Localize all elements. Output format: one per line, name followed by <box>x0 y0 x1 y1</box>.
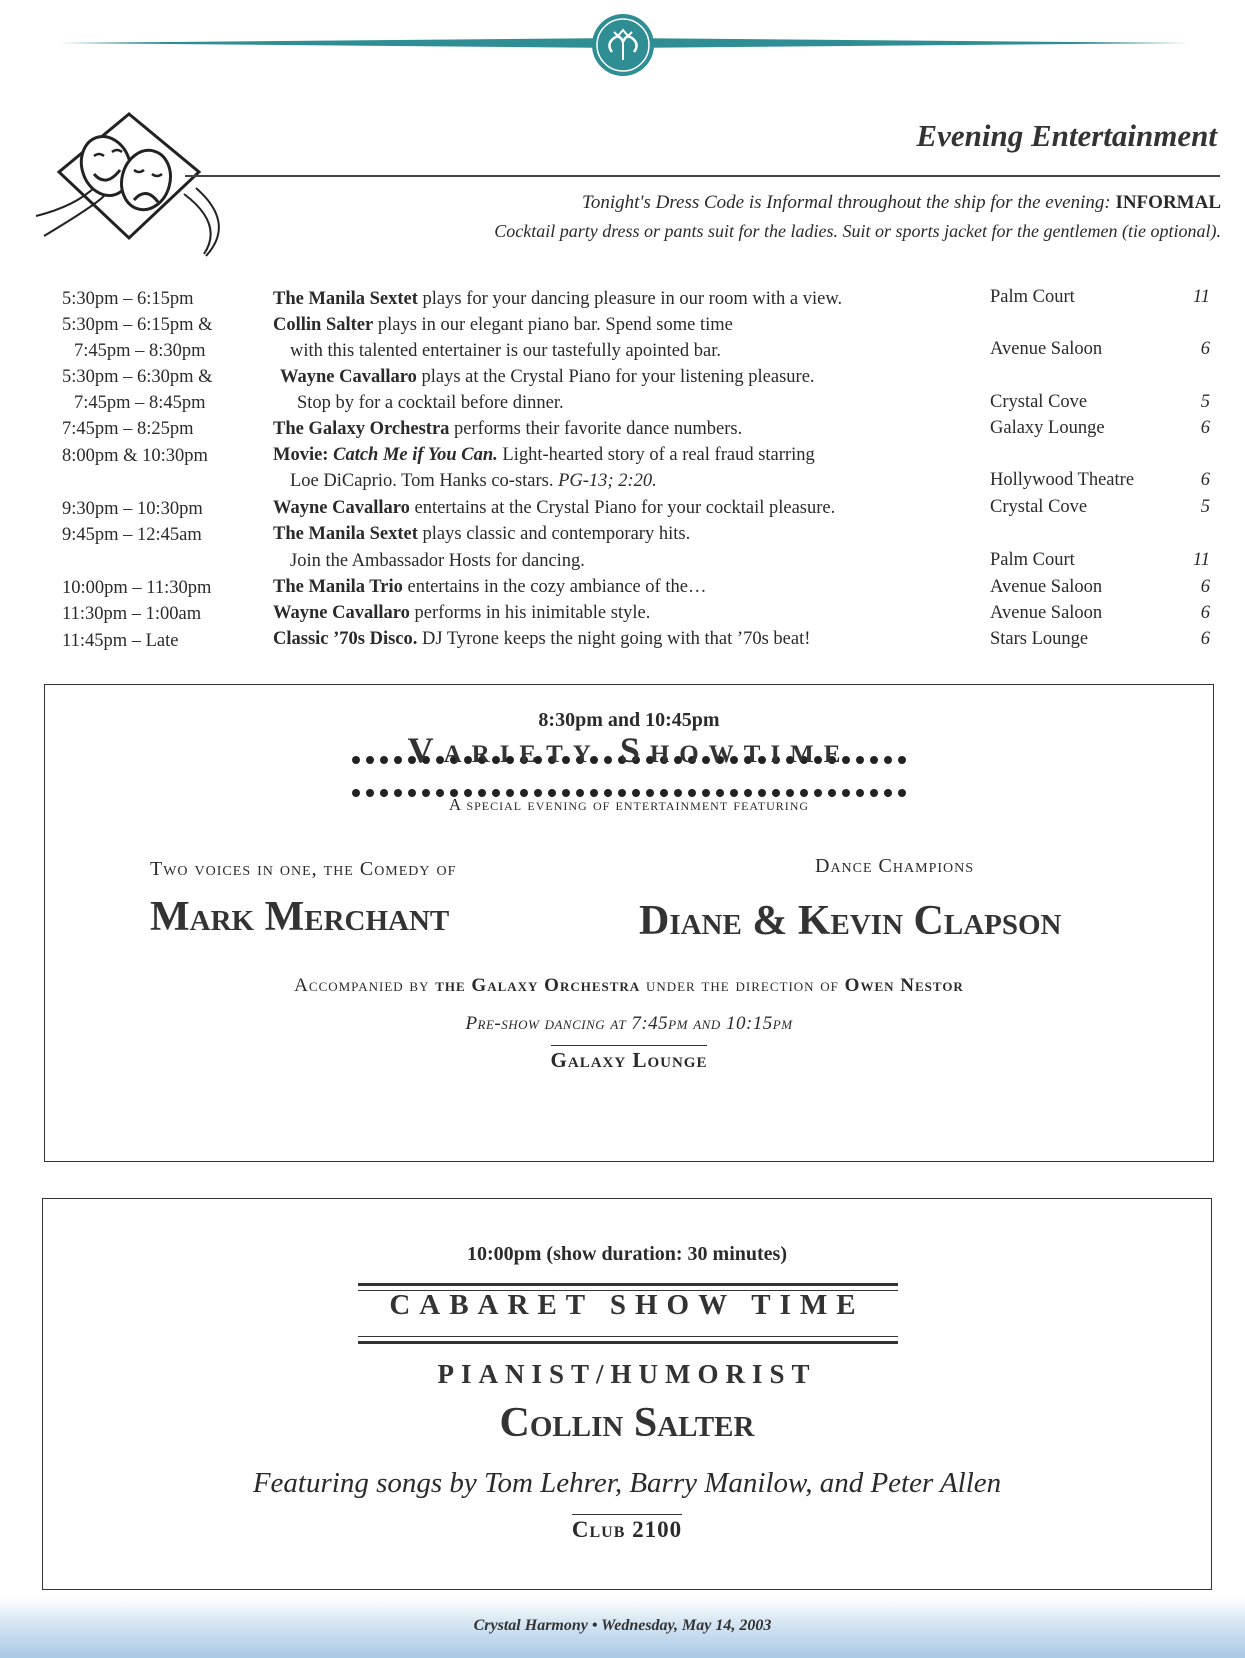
schedule-deck: 6 <box>1200 470 1210 490</box>
cabaret-rule-bottom <box>358 1336 898 1344</box>
schedule-venue: Galaxy Lounge <box>990 418 1105 438</box>
dress-code-prefix: Tonight's Dress Code is Informal throughout the ship for the evening: <box>582 192 1111 213</box>
act-one-intro: Two voices in one, the Comedy of <box>150 858 457 880</box>
schedule-description-cont: with this talented entertainer is our tastefully apointed bar. <box>290 341 722 361</box>
schedule-description-cont: Stop by for a cocktail before dinner. <box>297 393 564 413</box>
accomp-prefix: Accompanied by <box>294 975 436 996</box>
preshow-dancing-note: Pre-show dancing at 7:45pm and 10:15pm <box>465 1013 793 1034</box>
schedule-description <box>273 497 835 519</box>
schedule-deck: 6 <box>1200 418 1210 438</box>
performer-name: The Manila Trio <box>273 577 403 597</box>
performer-name: Movie: <box>273 445 329 465</box>
schedule-time: 9:45pm – 12:45am <box>62 525 202 545</box>
schedule-venue: Hollywood Theatre <box>990 470 1135 490</box>
description-text: plays in our elegant piano bar. Spend some time <box>373 315 733 335</box>
movie-rating: PG-13; 2:20. <box>558 471 657 491</box>
director-name: Owen Nestor <box>844 975 964 996</box>
cabaret-venue <box>43 1517 1211 1543</box>
schedule-time: 5:30pm – 6:30pm & <box>62 367 213 387</box>
variety-show-subtitle: A special evening of entertainment featuring <box>448 795 810 814</box>
description-text: performs in his inimitable style. <box>409 603 651 623</box>
movie-title: Catch Me if You Can. <box>333 445 498 465</box>
schedule-time: 5:30pm – 6:15pm & <box>62 315 213 335</box>
schedule-venue: Avenue Saloon <box>990 339 1103 359</box>
schedule-deck: 5 <box>1200 392 1210 412</box>
performer-name: Wayne Cavallaro <box>273 603 410 623</box>
schedule-deck: 6 <box>1200 339 1210 359</box>
schedule-venue: Avenue Saloon <box>990 603 1103 623</box>
act-two-intro: Dance Champions <box>815 855 975 877</box>
venue-name: Club 2100 <box>572 1514 682 1542</box>
schedule-time: 10:00pm – 11:30pm <box>62 578 212 598</box>
schedule-time: 7:45pm – 8:25pm <box>62 419 194 439</box>
schedule-description <box>273 444 815 466</box>
description-text: entertains in the cozy ambiance of the… <box>402 577 707 597</box>
description-text: performs their favorite dance numbers. <box>449 419 743 439</box>
schedule-description <box>273 288 842 310</box>
description-text: Light-hearted story of a real fraud starring <box>497 445 815 465</box>
performer-name: Wayne Cavallaro <box>273 498 410 518</box>
orchestra-name: the Galaxy Orchestra <box>435 975 641 996</box>
schedule-time-second: 7:45pm – 8:30pm <box>74 341 206 361</box>
schedule-time: 5:30pm – 6:15pm <box>62 289 194 309</box>
description-text: DJ Tyrone keeps the night going with that ’70s beat! <box>417 629 811 649</box>
description-text: plays at the Crystal Piano for your listening pleasure. <box>416 367 815 387</box>
performer-role: PIANIST/HUMORIST <box>437 1359 817 1389</box>
variety-show-times: 8:30pm and 10:45pm <box>538 709 720 731</box>
schedule-description <box>273 418 742 440</box>
schedule-deck: 6 <box>1200 629 1210 649</box>
act-two-name: Diane & Kevin Clapson <box>639 898 1062 944</box>
venue-name: Galaxy Lounge <box>551 1045 708 1072</box>
cabaret-showtime-panel <box>42 1198 1212 1590</box>
accompaniment-line <box>45 975 1213 997</box>
header-divider <box>185 175 1220 177</box>
performer-name: Collin Salter <box>499 1400 755 1446</box>
schedule-description <box>273 314 733 336</box>
schedule-description <box>273 576 706 598</box>
cruise-line-emblem-icon <box>590 12 656 78</box>
dress-code-detail: Cocktail party dress or pants suit for the ladies. Suit or sports jacket for the gentlemen (tie optional). <box>494 221 1221 241</box>
performer-name: Wayne Cavallaro <box>280 367 417 387</box>
schedule-deck: 6 <box>1200 577 1210 597</box>
variety-show-title: Variety Showtime <box>407 730 851 770</box>
schedule-venue: Stars Lounge <box>990 629 1089 649</box>
cabaret-show-title: CABARET SHOW TIME <box>389 1289 865 1321</box>
performer-name: The Galaxy Orchestra <box>273 419 450 439</box>
variety-venue <box>45 1048 1213 1073</box>
description-text: plays classic and contemporary hits. <box>417 524 691 544</box>
schedule-description <box>273 602 650 624</box>
featured-songs: Featuring songs by Tom Lehrer, Barry Manilow, and Peter Allen <box>252 1467 1002 1499</box>
schedule-deck: 5 <box>1200 497 1210 517</box>
schedule-time: 8:00pm & 10:30pm <box>62 446 208 466</box>
accomp-mid: under the direction of <box>640 975 845 996</box>
schedule-venue: Palm Court <box>990 287 1075 307</box>
theatre-masks-icon <box>34 108 224 258</box>
performer-name: The Manila Sextet <box>273 524 418 544</box>
dress-code-line <box>582 192 1221 214</box>
schedule-deck: 6 <box>1200 603 1210 623</box>
schedule-time: 9:30pm – 10:30pm <box>62 499 203 519</box>
cabaret-show-time: 10:00pm (show duration: 30 minutes) <box>466 1243 788 1265</box>
schedule-time-second: 7:45pm – 8:45pm <box>74 393 206 413</box>
schedule-deck: 11 <box>1192 287 1210 307</box>
schedule-description-cont <box>290 470 657 492</box>
variety-showtime-panel <box>44 684 1214 1162</box>
schedule-description-cont: Join the Ambassador Hosts for dancing. <box>290 551 585 571</box>
schedule-deck: 11 <box>1192 550 1210 570</box>
schedule-description <box>280 366 815 388</box>
description-text: entertains at the Crystal Piano for your cocktail pleasure. <box>409 498 836 518</box>
schedule-venue: Crystal Cove <box>990 392 1088 412</box>
schedule-description <box>273 523 690 545</box>
description-text: Loe DiCaprio. Tom Hanks co-stars. <box>290 471 559 491</box>
schedule-description <box>273 628 810 650</box>
dress-code-value: INFORMAL <box>1115 192 1221 213</box>
performer-name: Classic ’70s Disco. <box>273 629 418 649</box>
performer-name: The Manila Sextet <box>273 289 418 309</box>
act-one-name: Mark Merchant <box>150 894 450 940</box>
footer-text: Crystal Harmony • Wednesday, May 14, 2003 <box>473 1617 772 1634</box>
performer-name: Collin Salter <box>273 315 374 335</box>
schedule-time: 11:30pm – 1:00am <box>62 604 202 624</box>
schedule-time: 11:45pm – Late <box>62 631 179 651</box>
page-title: Evening Entertainment <box>916 118 1217 153</box>
schedule-venue: Palm Court <box>990 550 1075 570</box>
schedule-venue: Avenue Saloon <box>990 577 1103 597</box>
schedule-venue: Crystal Cove <box>990 497 1088 517</box>
description-text: plays for your dancing pleasure in our room with a view. <box>417 289 843 309</box>
